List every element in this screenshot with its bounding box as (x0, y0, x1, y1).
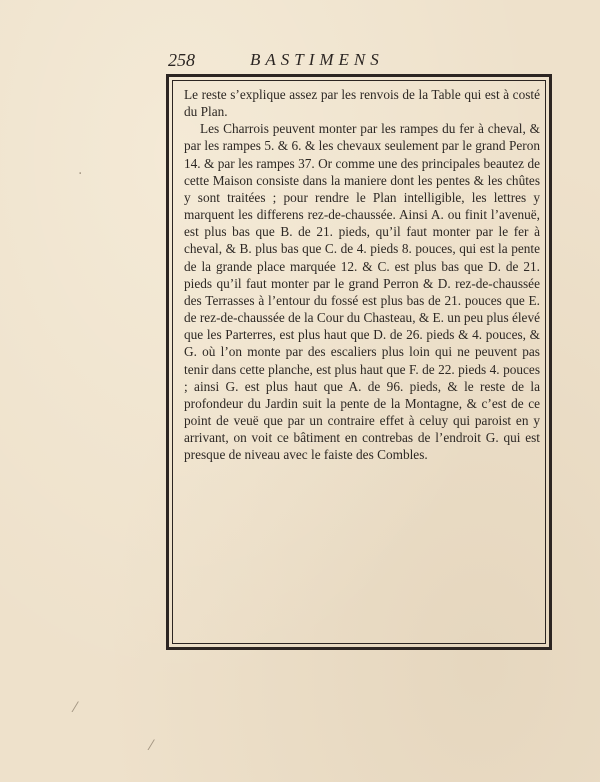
body-text (184, 86, 540, 463)
paragraph: Le reste s’explique assez par les renvois de la Table qui est à costé du Plan. (184, 87, 540, 120)
page-header (168, 50, 556, 72)
running-head: BASTIMENS (250, 50, 384, 69)
paragraph: Les Charrois peuvent monter par les rampes du fer à cheval, & par les rampes 5. & 6. & les chevaux seulement par le grand Peron 14. & par les rampes 37. Or comme une des principales beautez de cette Maison consiste dans la maniere dont les pentes & les chûtes y sont traitées ; pour rendre le Plan intelligible, les lettres y marquent les differens rez-de-chaussée. Ainsi A. ou finit l’avenuë, est plus bas que B. de 21. pieds, qu’il faut monter par le fer à cheval, & B. plus bas que C. de 4. pieds 8. pouces, qui est la pente de la grande place marquée 12. & C. est plus bas que D. de 21. pieds qu’il faut monter par le grand Perron & D. rez-de-chaussée des Terrasses à l’entour du fossé est plus bas de 21. pouces que E. de rez-de-chaussée de la Cour du Chasteau, & E. un peu plus élevé que les Parterres, est plus haut que D. de 26. pieds & 4. pouces, & G. où l’on monte par des escaliers plus loin qui ne peuvent pas tenir dans cette planche, est plus haut que F. de 22. pieds 4. pouces ; ainsi G. est plus haut que A. de 96. pieds, & le reste de la profondeur du Jardin suit la pente de la Montagne, & c’est de ce point de veuë que par un contraire effet à celuy qui paroist en y arrivant, on voit ce bâtiment en contrebas de l’endroit G. qui est presque de niveau avec le faiste des Combles. (184, 121, 540, 463)
paper-blemish: ⁄ (150, 738, 153, 754)
page-number: 258 (168, 50, 195, 70)
paper-blemish: ⁄ (74, 700, 77, 716)
paper-blemish: · (78, 166, 83, 182)
